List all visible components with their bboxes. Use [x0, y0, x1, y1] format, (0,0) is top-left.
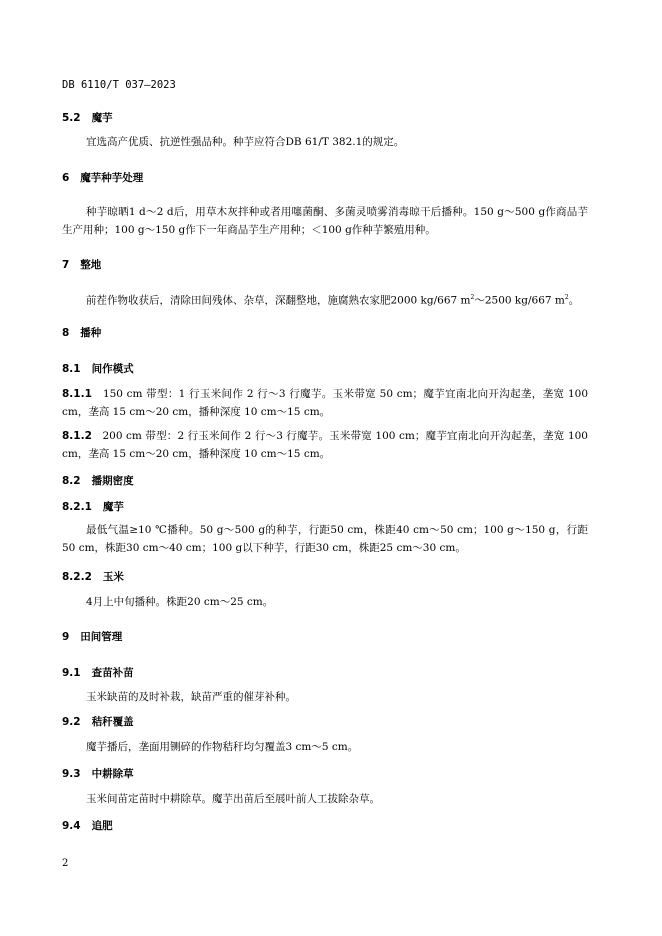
- section-title: 秸秆覆盖: [91, 716, 134, 728]
- section-number: 6: [62, 172, 70, 184]
- section-number: 8.2.2: [62, 571, 92, 583]
- section-title: 中耕除草: [91, 768, 134, 780]
- paragraph-5-2: 宜选高产优质、抗逆性强品种。种芋应符合DB 61/T 382.1的规定。: [86, 136, 405, 148]
- section-8-heading: [62, 325, 101, 340]
- section-title: 查苗补苗: [91, 667, 134, 679]
- section-title: 魔芋: [91, 112, 113, 124]
- section-number: 9: [62, 631, 70, 643]
- section-title: 魔芋种芋处理: [80, 172, 144, 184]
- section-number: 8.1: [62, 363, 81, 375]
- section-title: 追肥: [91, 820, 113, 832]
- section-5-2-heading: [62, 110, 113, 125]
- paragraph-9-1: 玉米缺苗的及时补栽，缺苗严重的催芽补种。: [86, 691, 296, 703]
- section-8-1-heading: [62, 361, 134, 376]
- section-number: 9.2: [62, 716, 81, 728]
- section-title: 整地: [80, 259, 102, 271]
- section-number: 8.2: [62, 475, 81, 487]
- section-title: 播种: [80, 327, 102, 339]
- section-number: 9.3: [62, 768, 81, 780]
- section-title: 间作模式: [91, 363, 134, 375]
- section-9-3-heading: [62, 766, 134, 781]
- section-8-2-heading: [62, 473, 134, 488]
- page-number: 2: [62, 858, 69, 869]
- paragraph-9-2: 魔芋播后，垄面用铡碎的作物秸秆均匀覆盖3 cm～5 cm。: [86, 741, 359, 753]
- paragraph-8-1-2: 8.1.2 200 cm 带型：2 行玉米间作 2 行～3 行魔芋。玉米带宽 100 cm；魔芋宜南北向开沟起垄，垄宽 100 cm，垄高 15 cm～20 cm，播种深度 10 cm～15 cm。: [62, 430, 588, 460]
- section-number: 9.4: [62, 820, 81, 832]
- section-9-4-heading: [62, 818, 113, 833]
- section-number: 8.2.1: [62, 501, 92, 513]
- section-number: 7: [62, 259, 70, 271]
- section-6-heading: [62, 170, 143, 185]
- section-title: 魔芋: [102, 501, 124, 513]
- section-title: 田间管理: [80, 631, 123, 643]
- section-title: 播期密度: [91, 475, 134, 487]
- section-8-2-2-heading: [62, 569, 124, 584]
- section-9-1-heading: [62, 665, 134, 680]
- section-number: 5.2: [62, 112, 81, 124]
- section-title: 玉米: [102, 571, 124, 583]
- document-header: DB 6110/T 037—2023: [62, 79, 176, 91]
- paragraph-8-2-2: 4月上中旬播种。株距20 cm～25 cm。: [86, 596, 274, 608]
- section-7-heading: [62, 257, 101, 272]
- section-8-2-1-heading: [62, 499, 124, 514]
- section-number: 9.1: [62, 667, 81, 679]
- section-9-2-heading: [62, 714, 134, 729]
- paragraph-9-3: 玉米间苗定苗时中耕除草。魔芋出苗后至展叶前人工拔除杂草。: [86, 793, 380, 805]
- paragraph-7: 前茬作物收获后，清除田间残体、杂草，深翻整地，施腐熟农家肥2000 kg/667 $m^2\sim 2500$ kg/667 $m^2$。: [86, 294, 580, 307]
- paragraph-6: 种芋晾晒1 d～2 d后，用草木灰拌种或者用噻菌酮、多菌灵喷雾消毒晾干后播种。150 g～500 g作商品芋生产用种；100 g～150 g作下一年商品芋生产用种；＜100 g作种芋繁殖用种。: [62, 206, 588, 236]
- paragraph-8-2-1: 最低气温≥10 ℃播种。50 g～500 g的种芋，行距50 cm，株距40 cm～50 cm；100 g～150 g，行距50 cm，株距30 cm～40 cm；100 g以下种芋，行距30 cm，株距25 cm～30 cm。: [62, 524, 588, 554]
- paragraph-8-1-1: 8.1.1 150 cm 带型：1 行玉米间作 2 行～3 行魔芋。玉米带宽 50 cm；魔芋宜南北向开沟起垄，垄宽 100 cm，垄高 15 cm～20 cm，播种深度 10 cm～15 cm。: [62, 388, 588, 418]
- section-number: 8: [62, 327, 70, 339]
- section-9-heading: [62, 629, 122, 644]
